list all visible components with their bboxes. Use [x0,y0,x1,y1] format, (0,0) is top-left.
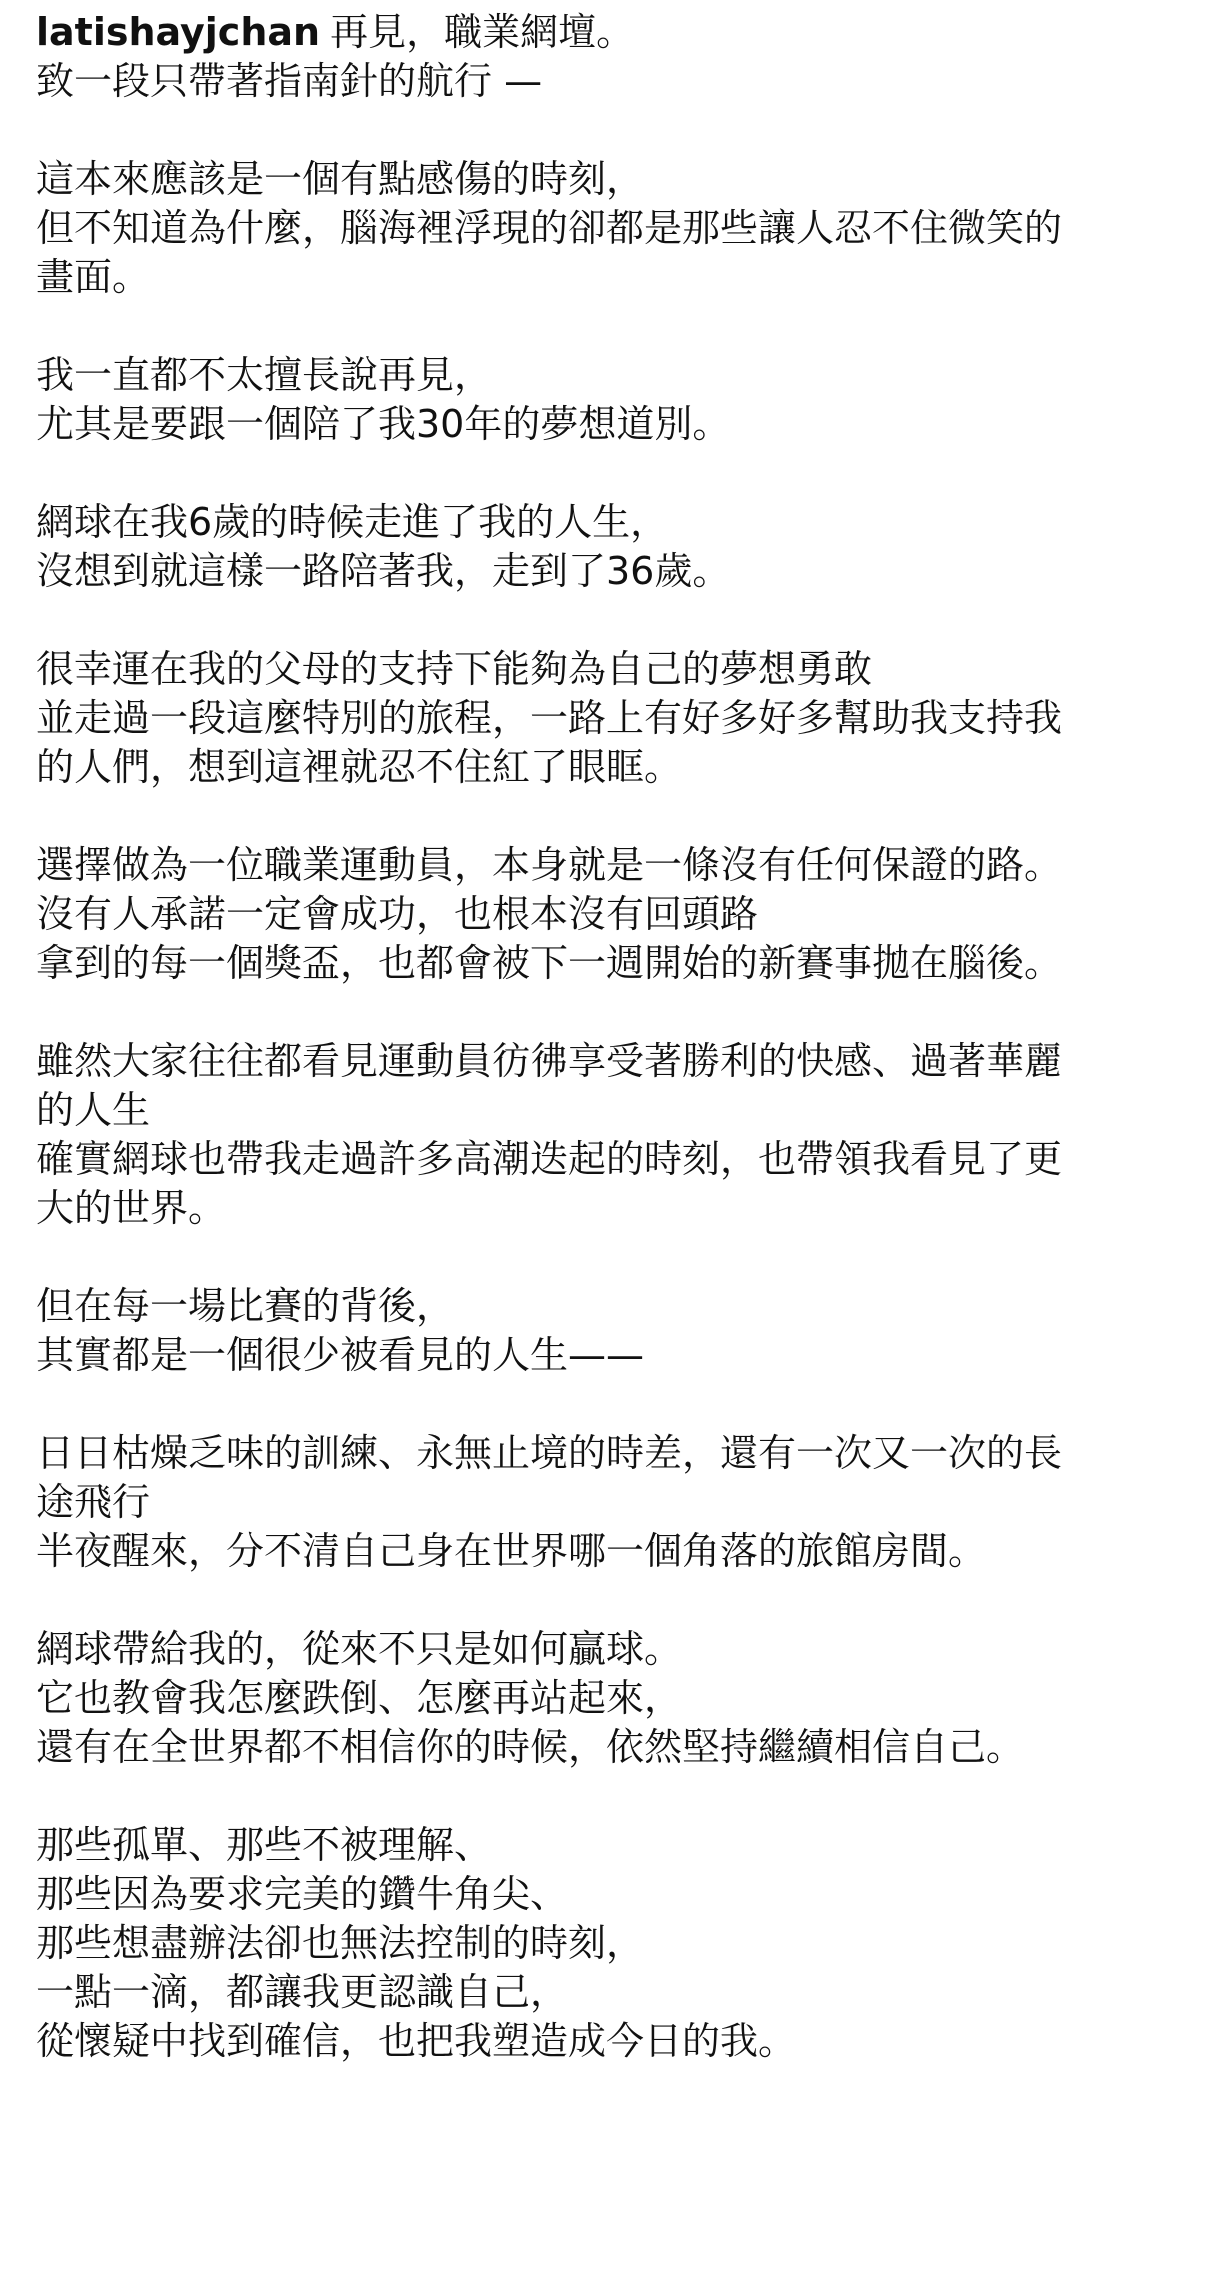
caption-line: 但不知道為什麼，腦海裡浮現的卻都是那些讓人忍不住微笑的 [36,206,1063,250]
paragraph-gap [36,1233,1186,1282]
paragraph-gap [36,792,1186,841]
caption-line: 的人生 [36,1088,151,1132]
caption-line: 很幸運在我的父母的支持下能夠為自己的夢想勇敢 [36,647,873,691]
caption-line: 日日枯燥乏味的訓練、永無止境的時差，還有一次又一次的長 [36,1431,1063,1475]
caption-line: 網球在我6歲的時候走進了我的人生， [36,500,669,544]
paragraph-gap [36,1772,1186,1821]
caption-line: 途飛行 [36,1480,151,1524]
caption-line: 那些因為要求完美的鑽牛角尖、 [36,1872,569,1916]
caption-line: 那些想盡辦法卻也無法控制的時刻， [36,1921,645,1965]
caption-line: 一點一滴，都讓我更認識自己， [36,1970,569,2014]
caption-line: 確實網球也帶我走過許多高潮迭起的時刻，也帶領我看見了更 [36,1137,1063,1181]
caption-line: 的人們，想到這裡就忍不住紅了眼眶。 [36,745,683,789]
caption-line: 拿到的每一個獎盃，也都會被下一週開始的新賽事拋在腦後。 [36,941,1063,985]
paragraph-gap [36,106,1186,155]
paragraph-gap [36,596,1186,645]
caption-line: 它也教會我怎麼跌倒、怎麼再站起來， [36,1676,683,1720]
paragraph-gap [36,449,1186,498]
caption-line: 雖然大家往往都看見運動員彷彿享受著勝利的快感、過著華麗 [36,1039,1063,1083]
caption-line: 我一直都不太擅長說再見， [36,353,493,397]
username-link[interactable]: latishayjchan [36,10,321,54]
post-caption [36,8,1186,2066]
paragraph-gap [36,1576,1186,1625]
caption-line: 其實都是一個很少被看見的人生—— [36,1333,645,1377]
caption-line: 選擇做為一位職業運動員，本身就是一條沒有任何保證的路。 [36,843,1063,887]
caption-line: 那些孤單、那些不被理解、 [36,1823,493,1867]
caption-line: 這本來應該是一個有點感傷的時刻， [36,157,645,201]
caption-line: 大的世界。 [36,1186,227,1230]
caption-line: 沒想到就這樣一路陪著我，走到了36歲。 [36,549,731,593]
paragraph-gap [36,988,1186,1037]
caption-line: 還有在全世界都不相信你的時候，依然堅持繼續相信自己。 [36,1725,1025,1769]
caption-line: 從懷疑中找到確信，也把我塑造成今日的我。 [36,2019,797,2063]
paragraph-gap [36,302,1186,351]
paragraph-gap [36,1380,1186,1429]
caption-line: 尤其是要跟一個陪了我30年的夢想道別。 [36,402,731,446]
caption-line: 沒有人承諾一定會成功，也根本沒有回頭路 [36,892,759,936]
caption-text: 再見，職業網壇。 [330,10,635,54]
caption-line: 半夜醒來，分不清自己身在世界哪一個角落的旅館房間。 [36,1529,987,1573]
caption-line [36,8,1186,57]
caption-line: 致一段只帶著指南針的航行 — [36,59,543,103]
caption-line: 網球帶給我的，從來不只是如何贏球。 [36,1627,683,1671]
caption-line: 但在每一場比賽的背後， [36,1284,455,1328]
caption-line: 畫面。 [36,255,151,299]
caption-line: 並走過一段這麼特別的旅程，一路上有好多好多幫助我支持我 [36,696,1063,740]
